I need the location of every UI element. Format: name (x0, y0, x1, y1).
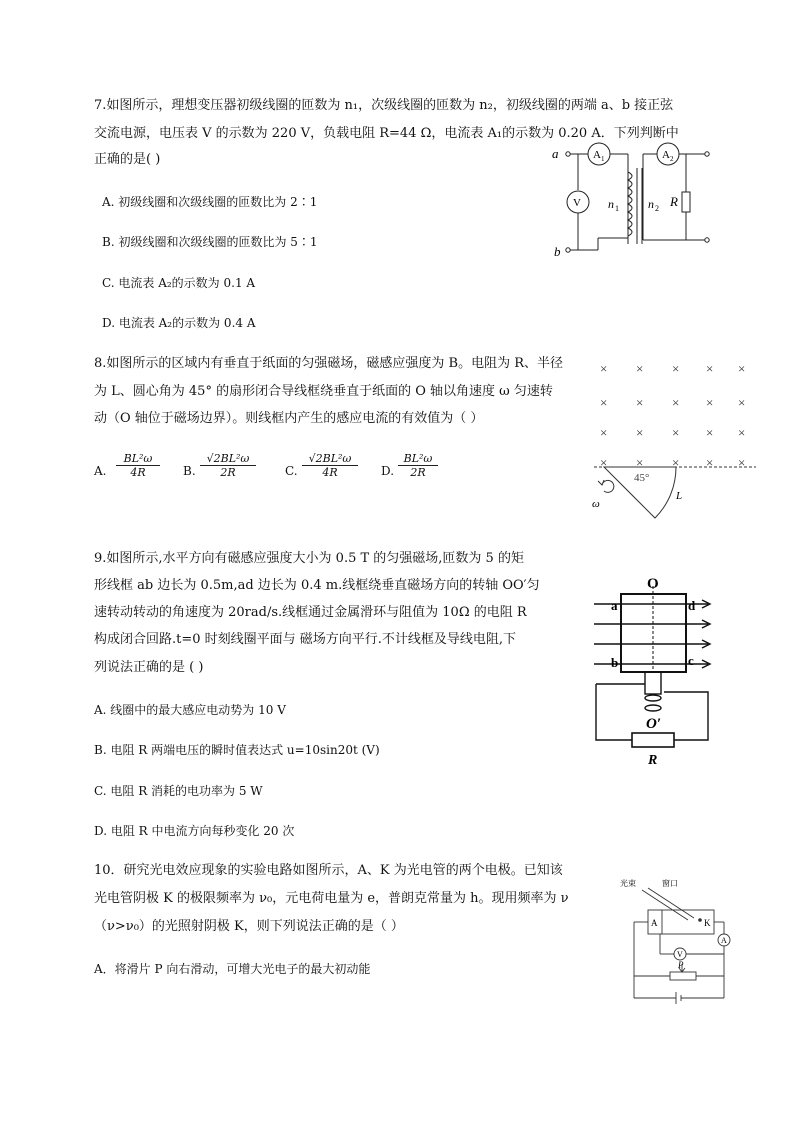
q7-option-b: B. 初级线圈和次级线圈的匝数比为 5∶1 (102, 235, 318, 249)
corner-a-label: a (611, 598, 618, 613)
q8-option-b-label: B. (183, 464, 196, 478)
q9-option-d: D. 电阻 R 中电流方向每秒变化 20 次 (94, 824, 295, 838)
q8-option-d-formula (398, 452, 438, 479)
q8-option-c-formula (302, 452, 358, 479)
electrode-k-label: K (704, 918, 711, 928)
ammeter-a1-sub: 1 (601, 155, 605, 163)
svg-text:×: × (636, 425, 644, 440)
q8-line2: 为 L、圆心角为 45° 的扇形闭合导线框绕垂直于纸面的 O 轴以角速度 ω 匀速转 (94, 384, 553, 399)
q9-option-b: B. 电阻 R 两端电压的瞬时值表达式 u=10sin20t (V) (94, 743, 380, 757)
svg-text:×: × (636, 395, 644, 410)
corner-b-label: b (611, 655, 619, 670)
q7-option-d: D. 电流表 A₂的示数为 0.4 A (102, 316, 256, 330)
transformer-circuit-figure (548, 140, 718, 262)
q9-line2: 形线框 ab 边长为 0.5m,ad 边长为 0.4 m.线框绕垂直磁场方向的转轴 OO′匀 (94, 578, 540, 593)
resistor-r-label: R (648, 753, 658, 767)
voltmeter-label: V (573, 197, 581, 209)
q8-option-c-num: √2BL²ω (302, 452, 358, 466)
q8-option-c-label: C. (285, 464, 298, 478)
q9-line3: 速转动转动的角速度为 20rad/s.线框通过金属滑环与阻值为 10Ω 的电阻 R (94, 605, 527, 620)
ammeter-label: A (721, 936, 727, 945)
q8-option-d-num: BL²ω (398, 452, 438, 466)
q8-option-b-formula (200, 452, 256, 479)
svg-text:×: × (706, 455, 714, 470)
q9-line5: 列说法正确的是 ( ) (94, 660, 204, 675)
rotating-coil-figure (590, 572, 720, 767)
q8-line3: 动（O 轴位于磁场边界）。则线框内产生的感应电流的有效值为（ ） (94, 411, 484, 426)
svg-text:×: × (738, 395, 746, 410)
q8-line1: 8.如图所示的区域内有垂直于纸面的匀强磁场，磁感应强度为 B。电阻为 R、半径 (94, 356, 564, 371)
n2-sub: 2 (655, 204, 659, 213)
svg-text:×: × (706, 425, 714, 440)
terminal-a-label: a (552, 146, 559, 161)
svg-text:×: × (636, 361, 644, 376)
q8-option-b-den: 2R (220, 466, 236, 479)
svg-text:×: × (738, 425, 746, 440)
q7-option-a: A. 初级线圈和次级线圈的匝数比为 2∶1 (102, 195, 318, 209)
omega-label: ω (592, 498, 600, 510)
light-beam-label: 光束 (620, 879, 636, 888)
svg-text:×: × (600, 395, 608, 410)
svg-text:×: × (600, 455, 608, 470)
q8-option-d-label: D. (381, 464, 395, 478)
q7-line2: 交流电源，电压表 V 的示数为 220 V，负载电阻 R=44 Ω，电流表 A₁的示数为 0.20 A．下列判断中 (94, 126, 679, 141)
axis-o-prime-label: O′ (646, 716, 662, 732)
svg-text:×: × (672, 395, 680, 410)
q8-option-a-den: 4R (130, 466, 146, 479)
svg-text:×: × (672, 455, 680, 470)
q10-line1: 10．研究光电效应现象的实验电路如图所示，A、K 为光电管的两个电极。已知该 (94, 863, 563, 878)
svg-text:×: × (600, 361, 608, 376)
q8-option-a-num: BL²ω (116, 452, 160, 466)
q8-option-d-den: 2R (410, 466, 426, 479)
angle-45-label: 45° (634, 472, 650, 484)
ammeter-a2-label: A (662, 149, 670, 161)
q8-option-a-formula (116, 452, 160, 479)
corner-c-label: c (688, 653, 694, 668)
n1-sub: 1 (615, 204, 619, 213)
axis-o-label: O (647, 576, 659, 592)
electrode-a-label: A (651, 918, 658, 928)
n1-label: n (608, 197, 614, 211)
q7-line1: 7.如图所示，理想变压器初级线圈的匝数为 n₁，次级线圈的匝数为 n₂，初级线圈的两端 a、b 接正弦 (94, 98, 674, 113)
q10-line3: （ν>ν₀）的光照射阴极 K，则下列说法正确的是（ ） (94, 919, 404, 934)
resistor-r-label: R (670, 194, 678, 209)
field-crosses (600, 361, 745, 470)
q8-option-c-den: 4R (322, 466, 338, 479)
svg-text:×: × (706, 361, 714, 376)
q7-line3: 正确的是( ) (94, 152, 161, 167)
radius-l-label: L (676, 490, 683, 502)
q8-option-b-num: √2BL²ω (200, 452, 256, 466)
svg-text:×: × (672, 361, 680, 376)
q9-line4: 构成闭合回路.t=0 时刻线圈平面与 磁场方向平行.不计线框及导线电阻,下 (94, 632, 517, 647)
q7-option-c: C. 电流表 A₂的示数为 0.1 A (102, 276, 256, 290)
svg-text:×: × (738, 455, 746, 470)
ammeter-a1-label: A (593, 149, 601, 161)
n2-label: n (648, 197, 654, 211)
window-label: 窗口 (662, 879, 678, 888)
svg-text:×: × (706, 395, 714, 410)
voltmeter-label: V (677, 950, 683, 959)
magnetic-field-sector-figure (590, 355, 760, 525)
ammeter-a2-sub: 2 (670, 155, 674, 163)
q9-option-c: C. 电阻 R 消耗的电功率为 5 W (94, 784, 263, 798)
photoelectric-circuit-figure (620, 876, 740, 1011)
svg-text:×: × (672, 425, 680, 440)
q8-option-a-label: A. (94, 464, 107, 478)
q10-line2: 光电管阴极 K 的极限频率为 ν₀，元电荷电量为 e，普朗克常量为 h。现用频率为 ν (94, 891, 569, 906)
svg-text:×: × (636, 455, 644, 470)
q10-option-a: A．将滑片 P 向右滑动，可增大光电子的最大初动能 (94, 962, 371, 976)
q9-option-a: A. 线圈中的最大感应电动势为 10 V (94, 703, 286, 717)
q9-line1: 9.如图所示,水平方向有磁感应强度大小为 0.5 T 的匀强磁场,匝数为 5 的矩 (94, 551, 524, 566)
terminal-b-label: b (554, 244, 561, 259)
svg-text:×: × (738, 361, 746, 376)
slider-p-label: P (678, 960, 684, 970)
svg-text:×: × (600, 425, 608, 440)
corner-d-label: d (688, 598, 696, 613)
